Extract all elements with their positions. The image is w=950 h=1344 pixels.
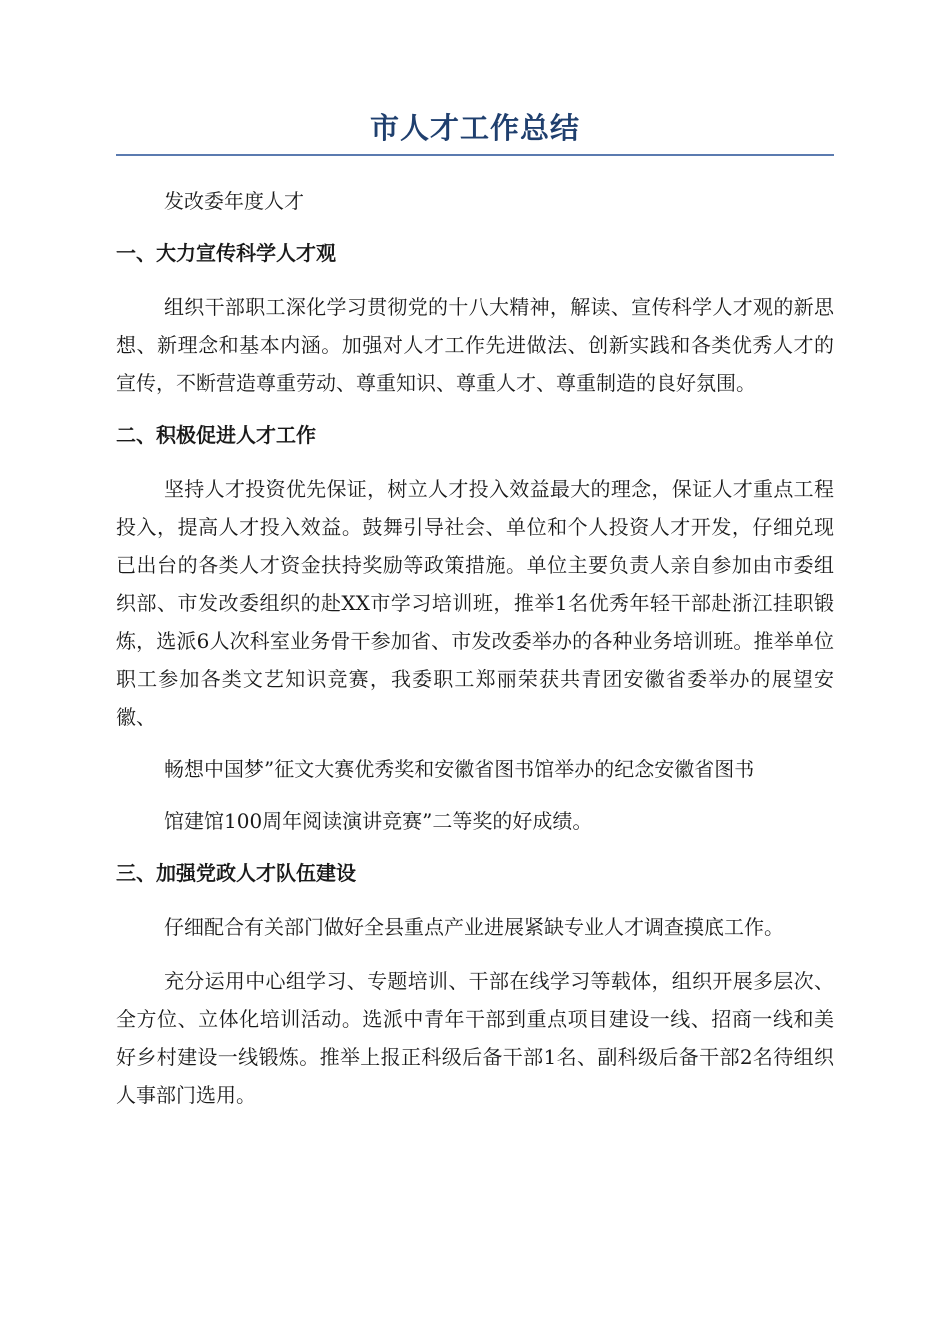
section-2-paragraph-1: 坚持人才投资优先保证，树立人才投入效益最大的理念，保证人才重点工程投入，提高人才投入效益。鼓舞引导社会、单位和个人投资人才开发，仔细兑现已出台的各类人才资金扶持奖励等政策措施。单位主要负责人亲自参加由市委组织部、市发改委组织的赴XX市学习培训班，推举1名优秀年轻干部赴浙江挂职锻炼，选派6人次科室业务骨干参加省、市发改委举办的各种业务培训班。推举单位职工参加各类文艺知识竞赛，我委职工郑丽荣获共青团安徽省委举办的展望安徽、 [116,477,834,729]
section-2-paragraph-3: 馆建馆100周年阅读演讲竞赛”二等奖的好成绩。 [164,809,593,833]
section-heading-2: 二、积极促进人才工作 [116,423,316,447]
section-1-paragraph-1: 组织干部职工深化学习贯彻党的十八大精神，解读、宣传科学人才观的新思想、新理念和基本内涵。加强对人才工作先进做法、创新实践和各类优秀人才的宣传，不断营造尊重劳动、尊重知识、尊重人才、尊重制造的良好氛围。 [116,295,834,395]
section-3-paragraph-1: 仔细配合有关部门做好全县重点产业进展紧缺专业人才调查摸底工作。 [164,915,784,939]
document-page [116,108,834,1114]
page-title: 市人才工作总结 [116,108,834,156]
section-2-paragraph-2: 畅想中国梦”征文大赛优秀奖和安徽省图书馆举办的纪念安徽省图书 [164,757,755,781]
document-subtitle: 发改委年度人才 [164,189,304,213]
section-heading-1: 一、大力宣传科学人才观 [116,241,336,265]
section-3-paragraph-2: 充分运用中心组学习、专题培训、干部在线学习等载体，组织开展多层次、全方位、立体化培训活动。选派中青年干部到重点项目建设一线、招商一线和美好乡村建设一线锻炼。推举上报正科级后备干部1名、副科级后备干部2名待组织人事部门选用。 [116,969,834,1107]
section-heading-3: 三、加强党政人才队伍建设 [116,861,356,885]
